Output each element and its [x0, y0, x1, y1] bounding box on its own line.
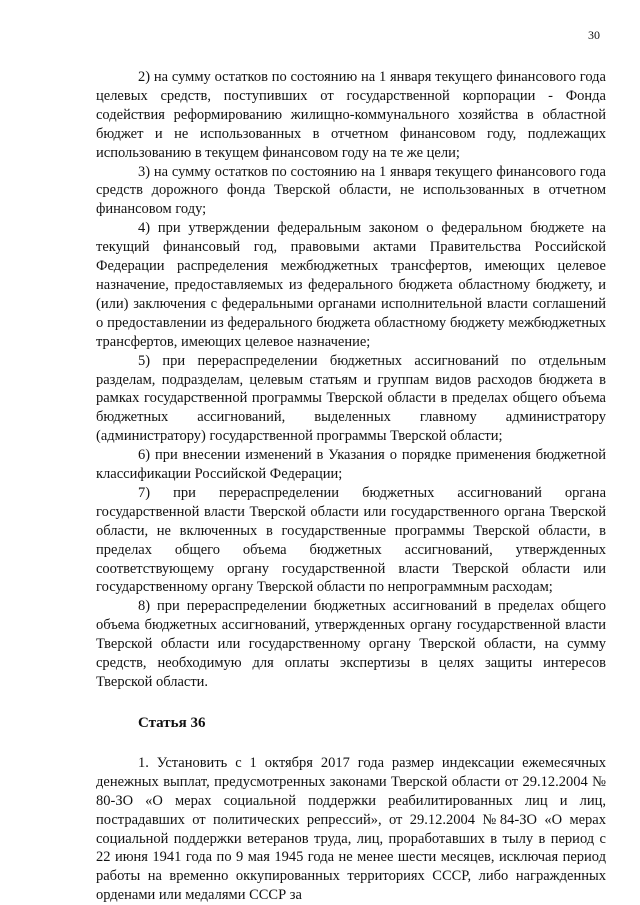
paragraph-item-5: 5) при перераспределении бюджетных ассигнований по отдельным разделам, подразделам, целевым статьям и группам видов расходов бюджета в рамках государственной программы Тверской области в пределах общего объема бюджетных ассигнований, выделенных главному администратору (администратору) государственной программы Тверской области;: [96, 352, 606, 445]
page-number: 30: [588, 28, 600, 42]
paragraph-item-4: 4) при утверждении федеральным законом о федеральном бюджете на текущий финансовый год, правовыми актами Правительства Российской Федерации распределения межбюджетных трансфертов, имеющих целевое назначение, предоставляемых из федерального бюджета областному бюджету, и (или) заключения с федеральными органами исполнительной власти соглашений о предоставлении из федерального бюджета областному бюджету межбюджетных трансфертов, имеющих целевое назначение;: [96, 220, 606, 350]
paragraph-item-2: 2) на сумму остатков по состоянию на 1 января текущего финансового года целевых средств, поступивших от государственной корпорации - Фонда содействия реформированию жилищно-коммунального хозяйства в областной бюджет и не использованных в отчетном финансовом году, подлежащих использованию в текущем финансовом году на те же цели;: [96, 69, 606, 161]
article-heading: Статья 36: [138, 714, 206, 731]
article-paragraph-1: 1. Установить с 1 октября 2017 года размер индексации ежемесячных денежных выплат, предусмотренных законами Тверской области от 29.12.2004 № 80-ЗО «О мерах социальной поддержки реабилитированных лиц и лиц, пострадавших от политических репрессий», от 29.12.2004 №84-ЗО «О мерах социальной поддержки ветеранов труда, лиц, проработавших в тылу в период с 22 июня 1941 года по 9 мая 1945 года не менее шести месяцев, исключая период работы на временно оккупированных территориях СССР, либо награжденных орденами или медалями СССР за: [96, 754, 606, 904]
paragraph-item-3: 3) на сумму остатков по состоянию на 1 января текущего финансового года средств дорожного фонда Тверской области, не использованных в отчетном финансовом году;: [96, 163, 606, 218]
paragraph-item-8: 8) при перераспределении бюджетных ассигнований в пределах общего объема бюджетных ассигнований, утвержденных органу государственной власти Тверской области или государственному органу Тверской области, на сумму средств, необходимую для оплаты экспертизы в целях защиты интересов Тверской области.: [96, 598, 606, 690]
paragraph-item-7: 7) при перераспределении бюджетных ассигнований органа государственной власти Тверской области или государственного органа Тверской области, не включенных в государственные программы Тверской области, в пределах общего объема бюджетных ассигнований, утвержденных соответствующему органу государственной власти Тверской области или государственному органу Тверской области по непрограммным расходам;: [96, 484, 606, 596]
document-body: [96, 68, 606, 905]
paragraph-item-6: 6) при внесении изменений в Указания о порядке применения бюджетной классификации Российской Федерации;: [96, 447, 606, 483]
